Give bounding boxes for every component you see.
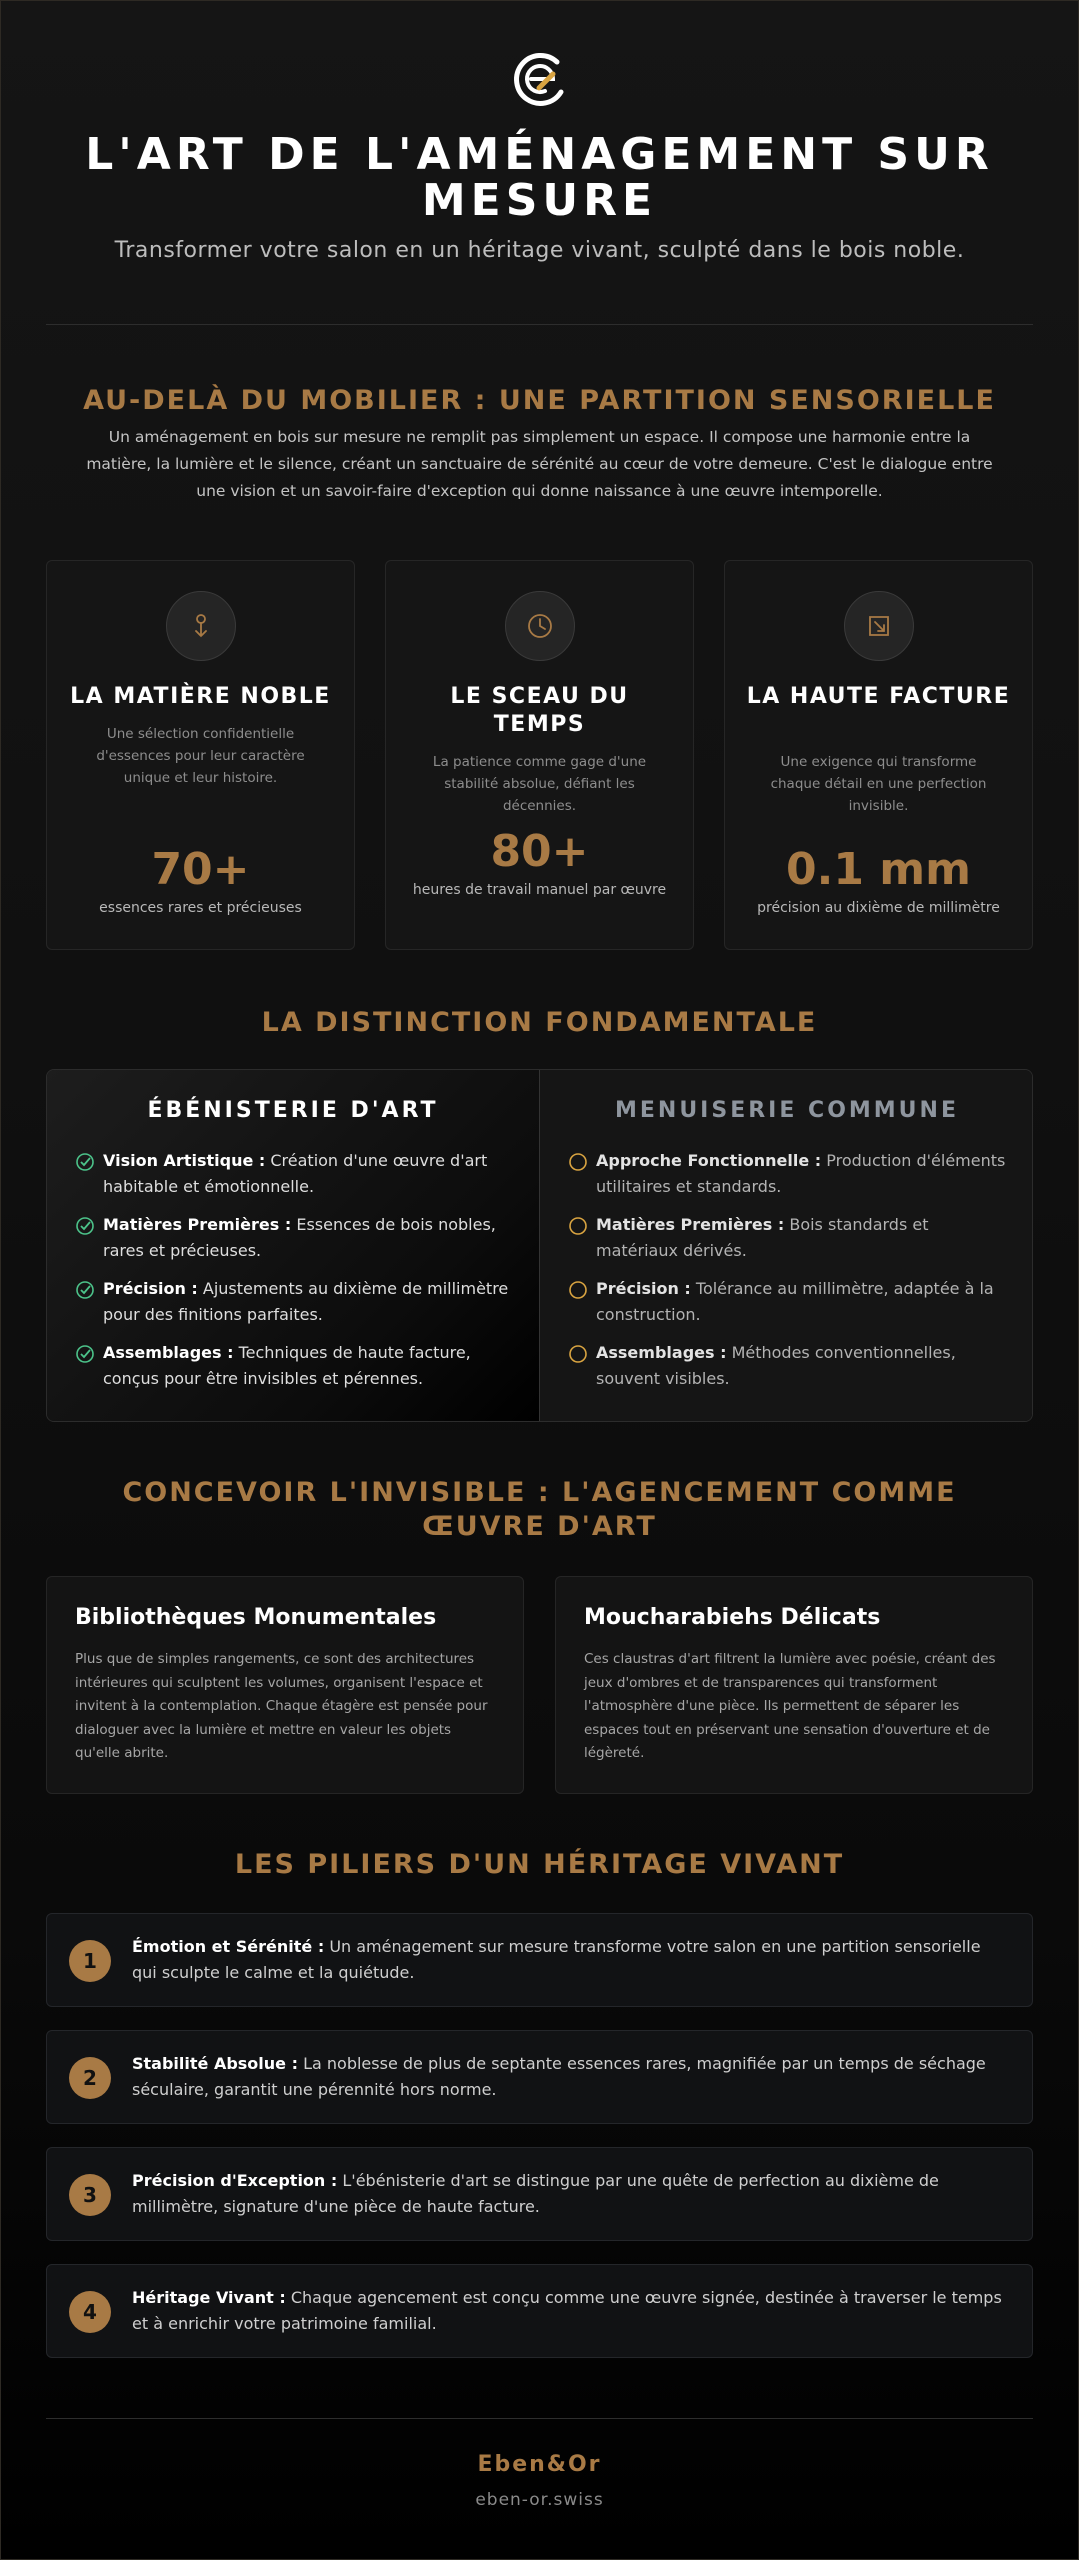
footer-brand: Eben&Or [477, 2452, 602, 2477]
comparison-table [46, 1069, 1033, 1422]
pillar-text: Chaque agencement est conçu comme une œuvre signée, destinée à traverser le temps et à enrichir votre patrimoine familial. [132, 2288, 1002, 2333]
item-label: Matières Premières : [596, 1215, 785, 1234]
comparison-item [568, 1212, 1006, 1264]
circle-icon [568, 1340, 596, 1392]
item-text: Bois standards et matériaux dérivés. [596, 1215, 929, 1260]
pillar-label: Émotion et Sérénité : [132, 1937, 325, 1956]
feature-card-facture [724, 560, 1033, 950]
card-text: Ces claustras d'art filtrent la lumière avec poésie, créant des jeux d'ombres et de transparences qui transforment l'atmosphère d'une pièce. Ils permettent de séparer les espaces tout en préservant une sensation d'ouverture et de légèreté. [584, 1651, 996, 1761]
comparison-item [75, 1276, 511, 1328]
pillar-item [46, 2264, 1033, 2358]
pillar-number: 2 [69, 2057, 111, 2099]
section-title-distinction: LA DISTINCTION FONDAMENTALE [261, 1007, 818, 1038]
item-label: Vision Artistique : [103, 1151, 266, 1170]
pillar-item [46, 1913, 1033, 2007]
pillar-number: 4 [69, 2291, 111, 2333]
item-text: Ajustements au dixième de millimètre pour des finitions parfaites. [103, 1279, 509, 1324]
item-label: Approche Fonctionnelle : [596, 1151, 822, 1170]
column-title: MENUISERIE COMMUNE [614, 1098, 959, 1123]
footer-divider [46, 2418, 1033, 2419]
card-title: Moucharabiehs Délicats [584, 1605, 881, 1630]
footer-url-link[interactable]: eben-or.swiss [475, 2490, 604, 2510]
pillar-label: Stabilité Absolue : [132, 2054, 298, 2073]
card-title: Bibliothèques Monumentales [75, 1605, 437, 1630]
comparison-item [75, 1148, 511, 1200]
feature-title: LA MATIÈRE NOBLE [70, 684, 331, 709]
item-text: Tolérance au millimètre, adaptée à la construction. [596, 1279, 994, 1324]
item-label: Précision : [596, 1279, 691, 1298]
comparison-item [568, 1148, 1006, 1200]
section-title-agencement: CONCEVOIR L'INVISIBLE : L'AGENCEMENT COMME ŒUVRE D'ART [122, 1477, 957, 1542]
pillar-number: 3 [69, 2174, 111, 2216]
section-title-piliers: LES PILIERS D'UN HÉRITAGE VIVANT [234, 1849, 845, 1880]
pillar-item [46, 2147, 1033, 2241]
item-text: Essences de bois nobles, rares et précieuses. [103, 1215, 496, 1260]
feature-title: LE SCEAU DU TEMPS [450, 684, 629, 737]
feature-card-temps [385, 560, 694, 950]
column-ebenisterie [47, 1070, 540, 1422]
feature-stat-label: essences rares et précieuses [99, 900, 302, 916]
eben-or-logo-icon [509, 48, 571, 110]
circle-icon [568, 1148, 596, 1200]
feature-stat: 70+ [151, 844, 250, 895]
feature-description: Une sélection confidentielle d'essences pour leur caractère unique et leur histoire. [96, 726, 305, 786]
feature-card-matiere [46, 560, 355, 950]
comparison-item [568, 1276, 1006, 1328]
column-title: ÉBÉNISTERIE D'ART [147, 1098, 439, 1123]
pillar-item [46, 2030, 1033, 2124]
pillar-text: Un aménagement sur mesure transforme votre salon en une partition sensorielle qui sculpte le calme et la quiétude. [132, 1937, 981, 1982]
page-title: L'ART DE L'AMÉNAGEMENT SUR MESURE [85, 129, 994, 226]
feature-description: Une exigence qui transforme chaque détail en une perfection invisible. [770, 754, 987, 814]
divider [46, 324, 1033, 325]
check-circle-icon [75, 1276, 103, 1328]
circle-icon [568, 1276, 596, 1328]
feature-description: La patience comme gage d'une stabilité absolue, défiant les décennies. [432, 754, 647, 814]
precision-square-icon [844, 591, 914, 661]
seed-anchor-icon [166, 591, 236, 661]
card-bibliotheques [46, 1576, 524, 1794]
section-title-partition: AU-DELÀ DU MOBILIER : UNE PARTITION SENSORIELLE [83, 385, 996, 416]
pillar-number: 1 [69, 1940, 111, 1982]
pillar-label: Héritage Vivant : [132, 2288, 286, 2307]
comparison-item [75, 1340, 511, 1392]
feature-stat-label: heures de travail manuel par œuvre [412, 882, 667, 898]
card-text: Plus que de simples rangements, ce sont des architectures intérieures qui sculptent les volumes, organisent l'espace et invitent à la contemplation. Chaque étagère est pensée pour dialoguer avec la lumière et mettre en valeur les objets qu'elle abrite. [75, 1651, 488, 1761]
page-subtitle: Transformer votre salon en un héritage vivant, sculpté dans le bois noble. [114, 238, 965, 263]
column-menuiserie [540, 1070, 1033, 1422]
intro-paragraph: Un aménagement en bois sur mesure ne remplit pas simplement un espace. Il compose une harmonie entre la matière, la lumière et le silence, créant un sanctuaire de sérénité au cœur de votre demeure. C'est le dialogue entre une vision et un savoir-faire d'exception qui donne naissance à une œuvre intemporelle. [86, 428, 993, 500]
feature-stat: 0.1 mm [786, 844, 971, 895]
pillar-text: L'ébénisterie d'art se distingue par une quête de perfection au dixième de millimètre, signature d'une pièce de haute facture. [132, 2171, 939, 2216]
item-text: Création d'une œuvre d'art habitable et émotionnelle. [103, 1151, 488, 1196]
check-circle-icon [75, 1148, 103, 1200]
item-text: Méthodes conventionnelles, souvent visibles. [596, 1343, 956, 1388]
pillar-label: Précision d'Exception : [132, 2171, 338, 2190]
item-label: Assemblages : [596, 1343, 727, 1362]
card-moucharabiehs [555, 1576, 1033, 1794]
feature-stat: 80+ [490, 826, 589, 877]
comparison-item [568, 1340, 1006, 1392]
item-text: Techniques de haute facture, conçus pour être invisibles et pérennes. [103, 1343, 471, 1388]
item-text: Production d'éléments utilitaires et standards. [596, 1151, 1006, 1196]
pillar-text: La noblesse de plus de septante essences rares, magnifiée par un temps de séchage séculaire, garantit une pérennité hors norme. [132, 2054, 986, 2099]
check-circle-icon [75, 1340, 103, 1392]
check-circle-icon [75, 1212, 103, 1264]
item-label: Matières Premières : [103, 1215, 292, 1234]
circle-icon [568, 1212, 596, 1264]
feature-title: LA HAUTE FACTURE [746, 684, 1011, 709]
feature-stat-label: précision au dixième de millimètre [757, 900, 1000, 916]
item-label: Précision : [103, 1279, 198, 1298]
item-label: Assemblages : [103, 1343, 234, 1362]
comparison-item [75, 1212, 511, 1264]
clock-icon [505, 591, 575, 661]
